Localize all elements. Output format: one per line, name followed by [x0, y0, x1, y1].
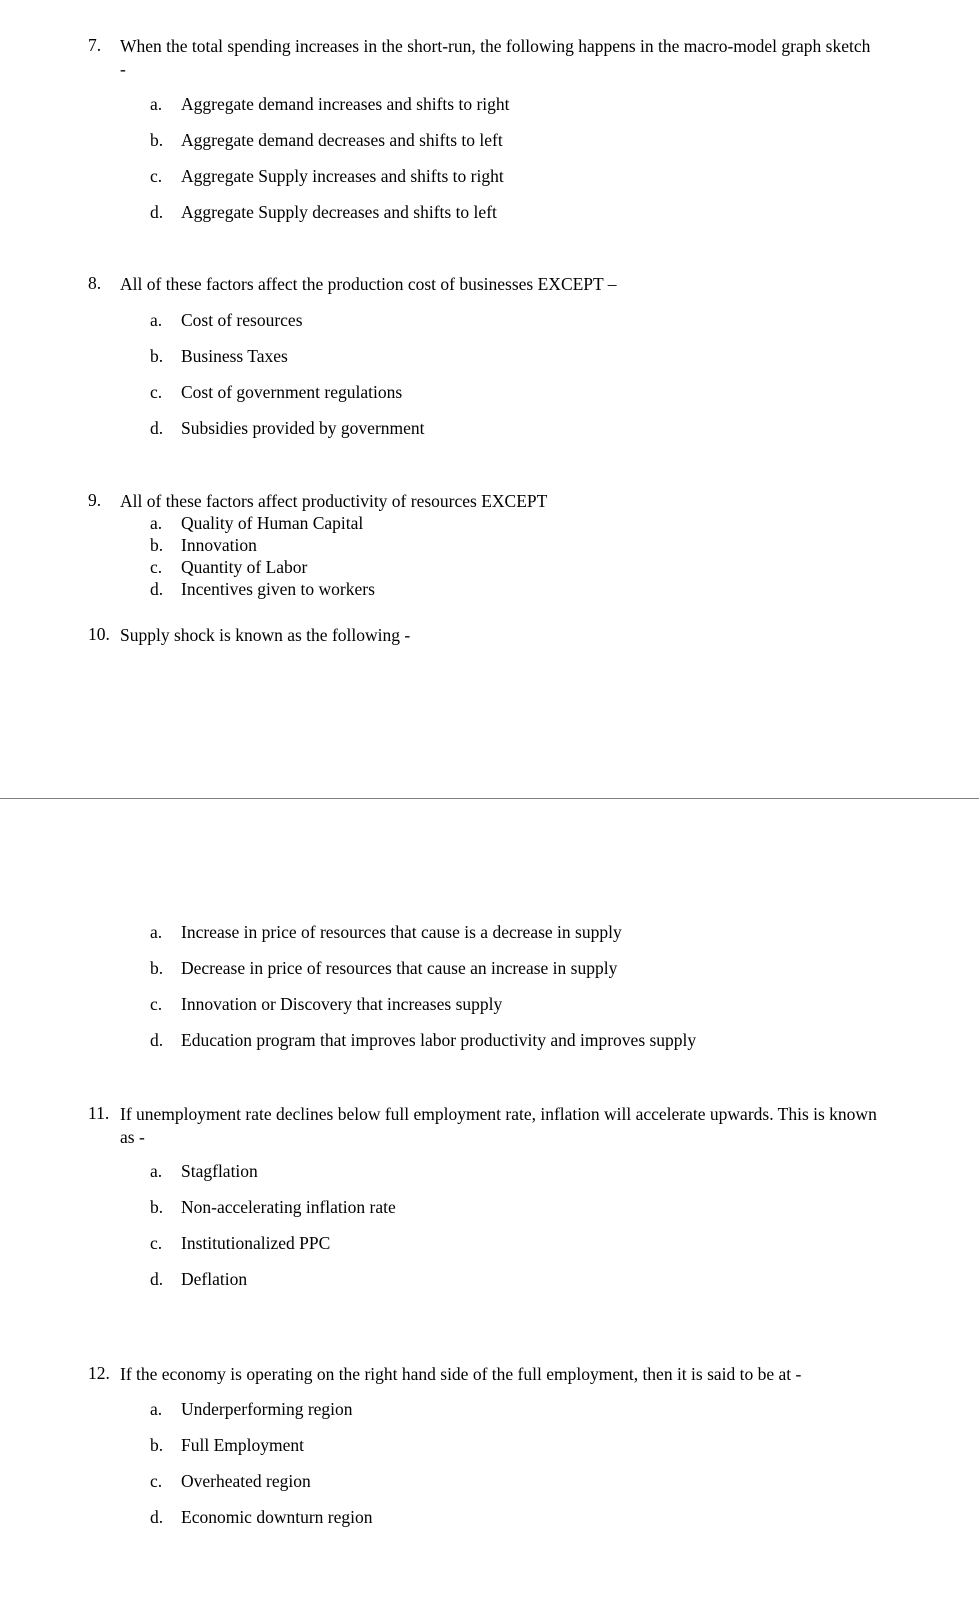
option-text: Overheated region [181, 1471, 311, 1491]
option-letter: a. [150, 310, 163, 330]
question-number: 12. [88, 1363, 110, 1383]
question-text: When the total spending increases in the short-run, the following happens in the macro-model graph sketch - [120, 36, 871, 79]
option-letter: b. [150, 535, 164, 555]
option-letter: d. [150, 202, 164, 222]
question-number: 9. [88, 490, 102, 510]
option-text: Innovation or Discovery that increases supply [181, 994, 503, 1014]
option-letter: a. [150, 1161, 163, 1181]
option-letter: c. [150, 994, 163, 1014]
option-letter: c. [150, 1471, 163, 1491]
option-letter: a. [150, 1399, 163, 1419]
option-text: Decrease in price of resources that cause an increase in supply [181, 958, 618, 978]
question-number: 8. [88, 273, 102, 293]
question-number: 10. [88, 624, 110, 644]
option-letter: d. [150, 1269, 164, 1289]
option-letter: d. [150, 1030, 164, 1050]
option-letter: a. [150, 922, 163, 942]
option-letter: b. [150, 1435, 164, 1455]
option-text: Aggregate demand decreases and shifts to left [181, 130, 503, 150]
question-text: All of these factors affect productivity of resources EXCEPT [120, 491, 548, 511]
option-text: Cost of government regulations [181, 382, 403, 402]
option-letter: b. [150, 346, 164, 366]
option-letter: b. [150, 1197, 164, 1217]
option-letter: c. [150, 382, 163, 402]
question-text: If unemployment rate declines below full employment rate, inflation will accelerate upwards. This is known as - [120, 1104, 877, 1147]
question-number: 7. [88, 35, 102, 55]
option-text: Education program that improves labor productivity and improves supply [181, 1030, 697, 1050]
option-text: Increase in price of resources that cause is a decrease in supply [181, 922, 622, 942]
option-letter: c. [150, 557, 163, 577]
option-letter: d. [150, 1507, 164, 1527]
option-text: Economic downturn region [181, 1507, 373, 1527]
option-text: Full Employment [181, 1435, 304, 1455]
option-text: Quality of Human Capital [181, 513, 364, 533]
question-text: If the economy is operating on the right hand side of the full employment, then it is said to be at - [120, 1364, 802, 1384]
option-text: Quantity of Labor [181, 557, 308, 577]
question-text: Supply shock is known as the following - [120, 625, 411, 645]
option-letter: d. [150, 418, 164, 438]
option-text: Aggregate Supply increases and shifts to right [181, 166, 504, 186]
page-break-divider [0, 798, 979, 799]
option-text: Underperforming region [181, 1399, 353, 1419]
option-text: Aggregate Supply decreases and shifts to left [181, 202, 497, 222]
option-text: Cost of resources [181, 310, 303, 330]
question-text: All of these factors affect the production cost of businesses EXCEPT – [120, 274, 617, 294]
option-text: Incentives given to workers [181, 579, 375, 599]
option-letter: c. [150, 166, 163, 186]
option-text: Stagflation [181, 1161, 258, 1181]
option-text: Aggregate demand increases and shifts to right [181, 94, 510, 114]
option-letter: b. [150, 958, 164, 978]
option-letter: d. [150, 579, 164, 599]
option-text: Deflation [181, 1269, 248, 1289]
option-text: Non-accelerating inflation rate [181, 1197, 396, 1217]
option-text: Business Taxes [181, 346, 288, 366]
option-text: Innovation [181, 535, 257, 555]
question-number: 11. [88, 1103, 110, 1123]
option-text: Subsidies provided by government [181, 418, 425, 438]
option-letter: a. [150, 94, 163, 114]
option-letter: c. [150, 1233, 163, 1253]
option-letter: a. [150, 513, 163, 533]
option-letter: b. [150, 130, 164, 150]
option-text: Institutionalized PPC [181, 1233, 331, 1253]
